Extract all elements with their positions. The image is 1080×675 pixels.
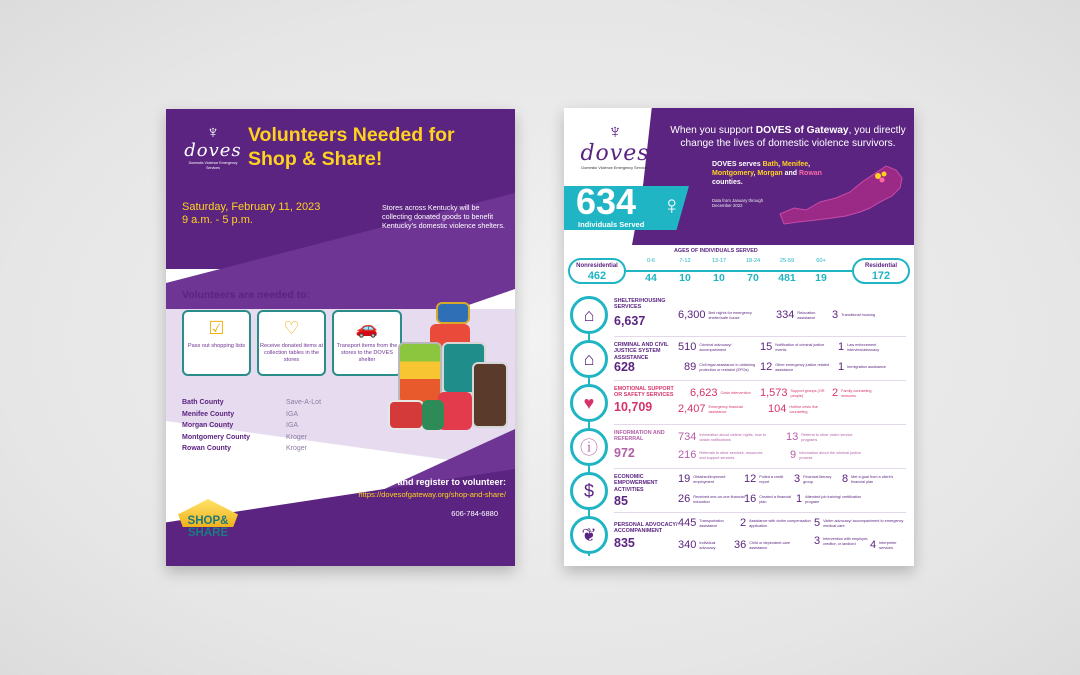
stat-item — [832, 310, 881, 321]
can-illustration — [398, 342, 442, 404]
stat-desc: Individual advocacy — [699, 540, 716, 550]
stat-desc: Notification of criminal justice events — [775, 342, 825, 352]
stat-number: 334 — [776, 309, 795, 321]
stat-number: 104 — [768, 403, 787, 415]
county-row — [182, 397, 362, 409]
county-name: Menifee County — [182, 410, 235, 418]
stat-item — [678, 540, 727, 551]
category-total: 972 — [614, 446, 635, 460]
stat-item — [786, 432, 865, 443]
nonresidential-label: Nonresidential — [576, 263, 618, 269]
can-illustration — [472, 362, 508, 428]
category-total: 6,637 — [614, 314, 646, 328]
can-illustration — [422, 400, 444, 430]
stat-number: 89 — [684, 361, 697, 373]
county-menifee: Menifee — [782, 161, 809, 168]
stat-desc: Referrals to other services, resources and support services — [699, 450, 763, 460]
age-range: 0-6 — [646, 258, 656, 264]
stat-desc: Family counseling sessions — [841, 388, 872, 398]
category-title: CRIMINAL AND CIVIL JUSTICE SYSTEM ASSISTANCE — [614, 342, 669, 361]
person-icon: ♀ — [662, 190, 682, 220]
age-group — [736, 256, 770, 284]
car-icon: 🚗 — [355, 318, 379, 338]
event-date-line: Saturday, February 11, 2023 — [182, 201, 321, 213]
county-name: Bath County — [182, 399, 224, 406]
logo-word: doves — [184, 140, 242, 161]
house-icon: ⌂ — [570, 296, 608, 334]
category-total: 835 — [614, 536, 635, 550]
stat-desc: Emergency financial assistance — [708, 404, 743, 414]
task-label: Transport items from the stores to the DOVES shelter — [336, 343, 398, 363]
stat-item — [760, 388, 827, 399]
stat-desc: Information about the criminal justice process — [799, 450, 861, 460]
courthouse-icon: ⌂ — [570, 340, 608, 378]
stat-number: 445 — [678, 517, 697, 529]
age-range: 25-59 — [779, 258, 795, 264]
jar-illustration — [388, 400, 424, 430]
stat-number: 1 — [838, 361, 845, 373]
doves-logo — [182, 123, 244, 171]
logo-tagline: Domestic Violence Emergency Services — [581, 166, 649, 170]
stat-item — [744, 474, 793, 485]
residential-pill — [852, 258, 910, 284]
divider — [614, 380, 906, 381]
stat-desc: Pulled a credit report — [759, 474, 784, 484]
kentucky-map-icon — [776, 152, 908, 232]
nonresidential-pill — [568, 258, 626, 284]
doves-logo — [574, 122, 656, 171]
age-range: 60+ — [816, 258, 826, 264]
stat-item — [678, 404, 751, 415]
stat-item — [678, 494, 745, 505]
stat-desc: Law enforcement interview/advocacy — [847, 342, 880, 352]
giving-hand-icon: ♡ — [283, 318, 300, 338]
age-group — [668, 256, 702, 284]
county-store-list — [182, 397, 362, 455]
stat-item — [776, 310, 829, 321]
stat-desc: Criminal advocacy/ accompaniment — [699, 342, 732, 352]
shop-share-tagline: FOR VICTIMS OF DOMESTIC VIOLENCE — [181, 549, 235, 553]
dove-icon: ♆ — [206, 122, 220, 142]
age-count: 481 — [778, 272, 796, 284]
county-name: Rowan County — [182, 445, 231, 452]
county-row — [182, 443, 362, 455]
store-name: Save-A-Lot — [286, 399, 322, 406]
stat-item — [678, 432, 769, 443]
county-row — [182, 409, 362, 421]
stat-desc: Met a goal from a client's financial plan — [851, 474, 894, 484]
age-range: 13-17 — [711, 258, 727, 264]
category-total: 628 — [614, 360, 635, 374]
seedling-hand-icon: ❦ — [570, 516, 608, 554]
stat-number: 15 — [760, 341, 773, 353]
category-title: SHELTER/HOUSING SERVICES — [614, 298, 666, 311]
stat-item — [678, 474, 735, 485]
residential-value: 172 — [871, 270, 891, 282]
task-card-receive-items — [257, 310, 326, 376]
counties-served: DOVES serves Bath, Menifee, Montgomery, Morgan and Rowan counties. — [712, 161, 822, 186]
stat-desc: Created a financial plan — [759, 494, 791, 504]
register-link[interactable]: https://dovesofgateway.org/shop-and-share/ — [358, 490, 506, 499]
stat-item — [838, 362, 887, 373]
stat-desc: Immigration assistance — [847, 365, 886, 370]
stat-desc: Support groups (OR people) — [790, 388, 825, 398]
county-montgomery: Montgomery — [712, 170, 754, 177]
stat-desc: Intervention with employer, creditor, or landlord — [823, 536, 869, 546]
stat-desc: Attended job training/ certification program — [805, 494, 862, 504]
stat-number: 3 — [794, 473, 801, 485]
county-rowan: Rowan — [799, 170, 822, 177]
stat-item — [684, 362, 761, 373]
info-icon: ⓘ — [570, 428, 608, 466]
stat-number: 12 — [744, 473, 757, 485]
county-name: Montgomery County — [182, 433, 251, 441]
category-total: 85 — [614, 494, 628, 508]
category-title: ECONOMIC EMPOWERMENT ACTIVITIES — [614, 474, 658, 493]
county-row — [182, 432, 362, 444]
store-name: IGA — [286, 422, 299, 429]
headline-org: DOVES of Gateway — [755, 125, 849, 136]
stat-number: 19 — [678, 473, 691, 485]
task-label: Receive donated items at collection tables in the stores — [259, 343, 324, 363]
serves-post: counties. — [712, 179, 743, 186]
phone-number: 606-784-6880 — [451, 509, 498, 518]
stat-number: 8 — [842, 473, 849, 485]
total-served-label: Individuals Served — [578, 220, 645, 229]
stat-desc: Financial literacy group — [803, 474, 832, 484]
stat-number: 9 — [790, 449, 797, 461]
stat-number: 6,300 — [678, 309, 706, 321]
stat-number: 340 — [678, 539, 697, 551]
category-title: PERSONAL ADVOCACY/ ACCOMPANIMENT — [614, 522, 678, 535]
age-count: 44 — [645, 272, 657, 284]
stat-number: 5 — [814, 517, 821, 529]
stat-number: 16 — [744, 493, 757, 505]
stat-desc: Other emergency justice related assistance — [775, 362, 830, 372]
event-description: Stores across Kentucky will be collecting donated goods to benefit Kentucky’s domestic violence shelters. — [382, 203, 505, 230]
stat-item — [760, 342, 829, 353]
stat-item — [832, 388, 885, 399]
event-date — [182, 201, 332, 227]
stat-number: 26 — [678, 493, 691, 505]
store-name: Kroger — [286, 445, 308, 452]
shop-share-line1: SHOP& — [187, 515, 229, 527]
stat-desc: Transportation assistance — [699, 518, 724, 528]
stat-number: 216 — [678, 449, 697, 461]
age-count: 10 — [679, 272, 691, 284]
stat-item — [796, 494, 865, 505]
data-period-note: Data from January through December 2022 — [712, 198, 764, 209]
county-row — [182, 420, 362, 432]
stat-item — [678, 518, 735, 529]
stat-item — [678, 450, 769, 461]
can-illustration — [436, 302, 470, 324]
county-name: Morgan County — [182, 422, 234, 429]
shop-and-share-logo — [178, 499, 238, 557]
category-title: INFORMATION AND REFERRAL — [614, 430, 665, 443]
headline-post: , you directly change the lives of domestic violence survivors. — [680, 125, 906, 149]
stat-number: 3 — [832, 309, 839, 321]
logo-tagline: Domestic Violence Emergency Services — [188, 161, 238, 170]
stat-number: 1,573 — [760, 387, 788, 399]
shop-share-wordmark — [180, 515, 236, 539]
nonresidential-value: 462 — [587, 270, 607, 282]
coins-icon: $ — [570, 472, 608, 510]
age-range: 18-24 — [745, 258, 761, 264]
stat-desc: Civil legal assistance in obtaining protection or restraint (EPOs) — [699, 362, 755, 372]
stat-desc: Hotline crisis line counseling — [789, 404, 818, 414]
task-card-shopping-lists — [182, 310, 251, 376]
stat-item — [814, 518, 907, 529]
county-bath: Bath — [762, 161, 779, 168]
stat-number: 2,407 — [678, 403, 706, 415]
stat-item — [842, 474, 907, 485]
stat-number: 3 — [814, 535, 821, 547]
stat-desc: Crisis intervention — [720, 391, 751, 396]
stat-number: 1 — [796, 493, 803, 505]
volunteers-heading: Volunteers are needed to: — [182, 289, 311, 301]
stat-item — [678, 342, 753, 353]
flyer-title: Volunteers Needed for Shop & Share! — [248, 124, 455, 170]
stat-desc: Bed nights for emergency shelter/safe house — [708, 310, 752, 320]
stat-desc: Victim advocacy/ accompaniment to emergency medical care — [823, 518, 904, 528]
age-group — [770, 256, 804, 284]
stat-desc: Transitional housing — [841, 313, 875, 318]
divider — [614, 468, 906, 469]
stat-item — [734, 540, 807, 551]
stat-item — [678, 310, 763, 321]
volunteer-flyer — [166, 109, 515, 566]
serves-pre: DOVES serves — [712, 161, 763, 168]
impact-infographic — [564, 108, 914, 566]
stat-item — [794, 474, 839, 485]
stat-desc: Obtained/improved employment — [693, 474, 726, 484]
learn-more-text: Learn more and register to volunteer: — [345, 477, 506, 487]
stat-item — [838, 342, 905, 353]
county-morgan: Morgan — [757, 170, 783, 177]
stat-item — [690, 388, 757, 399]
total-individuals-served: 634 — [576, 181, 637, 222]
stat-number: 13 — [786, 431, 799, 443]
category-title: EMOTIONAL SUPPORT OR SAFETY SERVICES — [614, 386, 674, 399]
stat-number: 510 — [678, 341, 697, 353]
age-group — [804, 256, 838, 284]
store-name: IGA — [286, 410, 299, 418]
age-group — [702, 256, 736, 284]
stat-desc: Information about victims' rights, how to obtain notifications — [699, 432, 766, 442]
stat-desc: Relocation assistance — [797, 310, 816, 320]
stat-number: 12 — [760, 361, 773, 373]
stat-number: 2 — [832, 387, 839, 399]
stat-desc: Referral to other victim service programs — [801, 432, 853, 442]
stat-number: 6,623 — [690, 387, 718, 399]
infographic-headline — [668, 124, 908, 150]
age-group — [634, 256, 668, 284]
task-label: Pass out shopping lists — [187, 343, 246, 349]
stat-desc: Assistance with victim compensation application — [749, 518, 811, 528]
stat-item — [790, 450, 863, 461]
event-time-line: 9 a.m. - 5 p.m. — [182, 214, 253, 226]
divider — [614, 512, 906, 513]
dove-icon: ♆ — [607, 121, 623, 143]
age-count: 70 — [747, 272, 759, 284]
divider — [614, 336, 906, 337]
stat-desc: Received one-on-one financial education — [693, 494, 745, 504]
category-total: 10,709 — [614, 400, 653, 414]
stat-item — [760, 362, 829, 373]
shop-share-line2: SHARE — [187, 527, 229, 539]
stat-number: 2 — [740, 517, 747, 529]
residential-label: Residential — [864, 263, 897, 269]
stat-item — [744, 494, 795, 505]
stat-item — [740, 518, 813, 529]
stat-number: 734 — [678, 431, 697, 443]
divider — [614, 424, 906, 425]
stat-desc: Child or dependent-care assistance — [749, 540, 790, 550]
stat-number: 36 — [734, 539, 747, 551]
headline-pre: When you support — [670, 125, 756, 136]
ages-heading: AGES OF INDIVIDUALS SERVED — [674, 248, 758, 254]
stat-item — [768, 404, 825, 415]
canned-goods-illustration — [386, 302, 508, 432]
logo-word: doves — [580, 141, 650, 166]
age-count: 10 — [713, 272, 725, 284]
age-range: 7-12 — [679, 258, 691, 264]
age-count: 19 — [815, 272, 827, 284]
stat-number: 4 — [870, 539, 877, 551]
stat-number: 1 — [838, 341, 845, 353]
stat-item — [870, 540, 909, 551]
stat-item — [814, 536, 873, 547]
stat-desc: Interpreter services — [879, 540, 897, 550]
checklist-icon: ☑ — [208, 318, 225, 338]
handshake-heart-icon: ♥ — [570, 384, 608, 422]
store-name: Kroger — [286, 433, 308, 441]
